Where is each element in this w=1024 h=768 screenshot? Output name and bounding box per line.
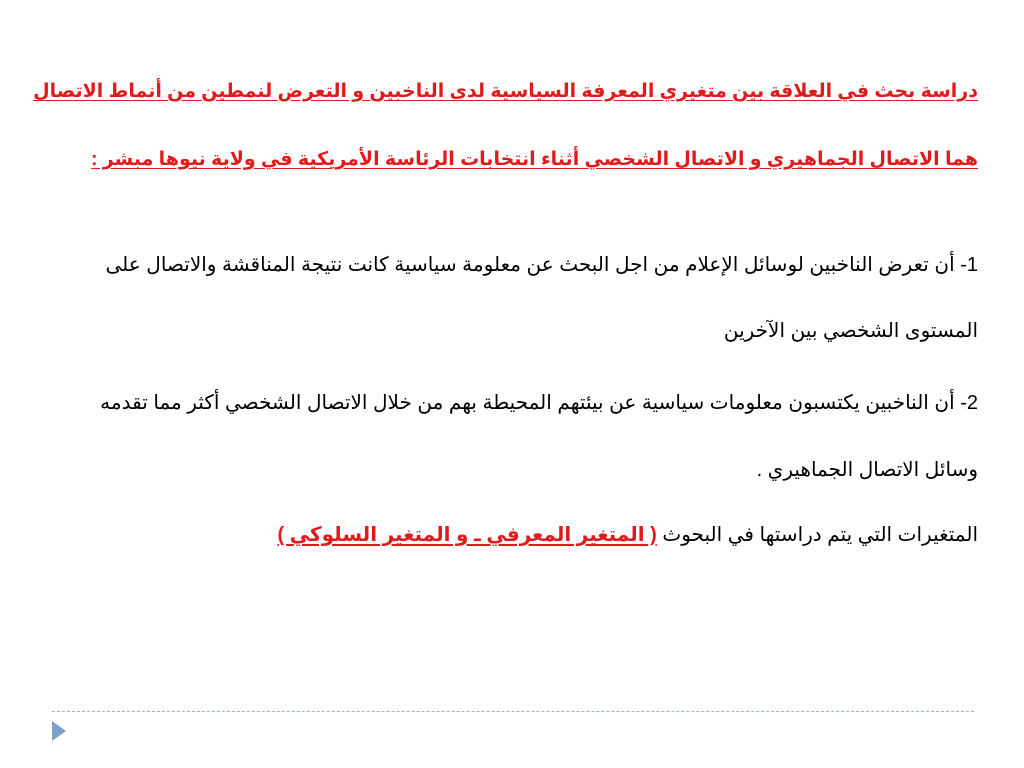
variables-highlight: ( المتغير المعرفي ـ و المتغير السلوكي ) (277, 524, 657, 546)
point-1-line-2: المستوى الشخصي بين الآخرين (723, 320, 978, 342)
variables-line (278, 522, 978, 547)
title-line-1: دراسة بحث في العلاقة بين متغيري المعرفة السياسية لدى الناخبين و التعرض لنمطين من أنماط الاتصال (33, 81, 978, 102)
point-2-line-1: 2- أن الناخبين يكتسبون معلومات سياسية عن بيئتهم المحيطة بهم من خلال الاتصال الشخصي أكثر مما تقدمه (100, 392, 978, 414)
point-1-line-1: 1- أن تعرض الناخبين لوسائل الإعلام من اجل البحث عن معلومة سياسية كانت نتيجة المناقشة والاتصال على (105, 254, 978, 276)
variables-prefix: المتغيرات التي يتم دراستها في البحوث (656, 524, 978, 546)
point-2-line-2: وسائل الاتصال الجماهيري . (756, 459, 978, 481)
title-line-2: هما الاتصال الجماهيري و الاتصال الشخصي أثناء انتخابات الرئاسة الأمريكية في ولاية نيوها مبشر : (91, 149, 978, 170)
play-arrow-icon (52, 721, 66, 741)
footer-divider (52, 711, 974, 712)
